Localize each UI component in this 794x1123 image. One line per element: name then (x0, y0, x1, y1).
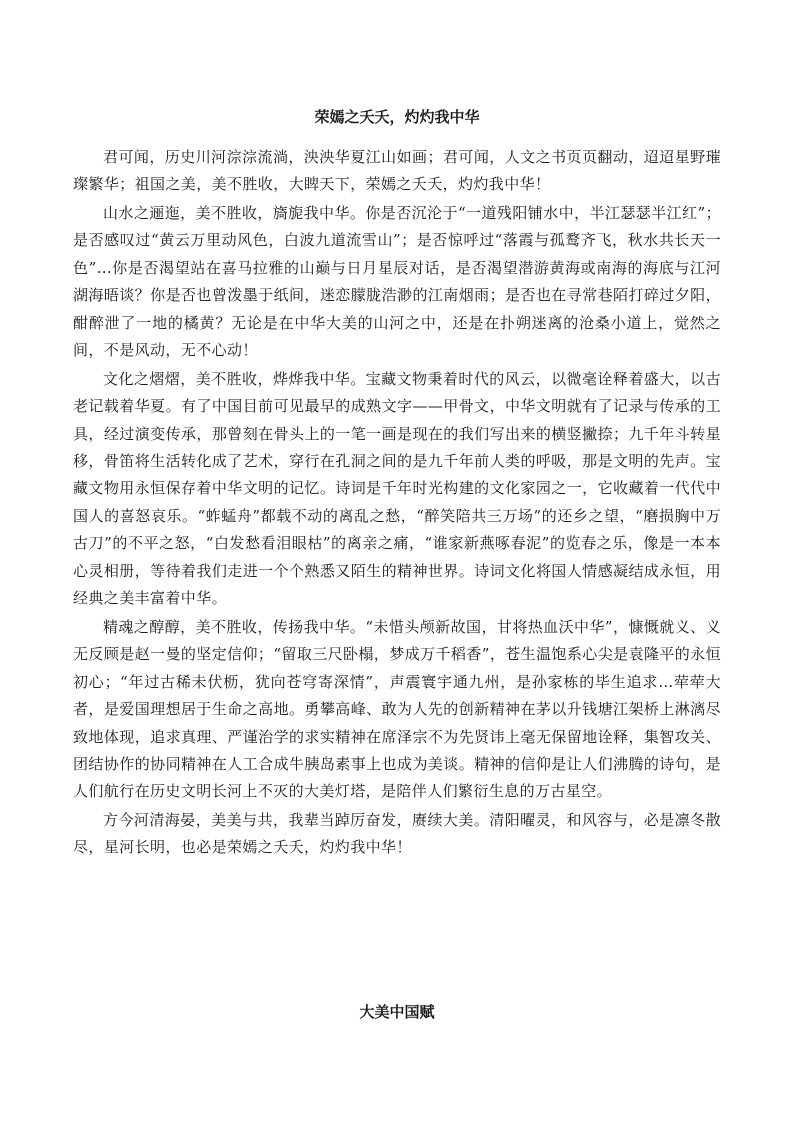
paragraph-intro: 君可闻，历史川河淙淙流淌，泱泱华夏江山如画；君可闻，人文之书页页翻动，迢迢星野璀璨繁华；祖国之美，美不胜收，大睥天下，荣嫣之夭夭，灼灼我中华！ (73, 148, 721, 194)
next-section-title: 大美中国赋 (359, 1003, 435, 1021)
paragraph-conclusion: 方今河清海晏，美美与共，我辈当踔厉奋发，赓续大美。清阳曜灵，和风容与，必是凛冬散尽，星河长明，也必是荣嫣之夭夭，灼灼我中华！ (73, 810, 721, 857)
page-title: 荣嫣之夭夭，灼灼我中华 (314, 108, 480, 126)
article-body (73, 144, 721, 862)
paragraph-culture: 文化之熠熠，美不胜收，烨烨我中华。宝藏文物秉着时代的风云，以微毫诠释着盛大，以古老记载着华夏。有了中国目前可见最早的成熟文字——甲骨文，中华文明就有了记录与传承的工具，经过演变传承，那曾刻在骨头上的一笔一画是现在的我们写出来的横竖撇捺；九千年斗转星移，骨笛将生活转化成了艺术，穿行在孔洞之间的是九千年前人类的呼吸，那是文明的先声。宝藏文物用永恒保存着中华文明的记忆。诗词是千年时光构建的文化家园之一，它收藏着一代代中国人的喜怒哀乐。“蚱蜢舟”都载不动的离乱之愁，“醉笑陪共三万场”的还乡之望，“磨损胸中万古刀”的不平之怒，“白发愁看泪眼枯”的离亲之痛，“谁家新燕啄春泥”的览春之乐，像是一本本心灵相册，等待着我们走进一个个熟悉又陌生的精神世界。诗词文化将国人情感凝结成永恒，用经典之美丰富着中华。 (73, 369, 721, 608)
paragraph-spirit: 精魂之醇醇，美不胜收，传扬我中华。“未惜头颅新故国，甘将热血沃中华”，慷慨就义、义无反顾是赵一曼的坚定信仰；“留取三尺卧榻，梦成万千稻香”，苍生温饱系心尖是袁隆平的永恒初心；“年过古稀未伏枥，犹向苍穹寄深情”，声震寰宇通九州，是孙家栋的毕生追求…荦荦大者，是爱国理想居于生命之高地。勇攀高峰、敢为人先的创新精神在茅以升钱塘江架桥上淋漓尽致地体现，追求真理、严谨治学的求实精神在席泽宗不为先贤讳上毫无保留地诠释，集智攻关、团结协作的协同精神在人工合成牛胰岛素事上也成为美谈。精神的信仰是让人们沸腾的诗句，是人们航行在历史文明长河上不灭的大美灯塔，是陪伴人们繁衍生息的万古星空。 (73, 617, 721, 801)
paragraph-landscape: 山水之逦迤，美不胜收，旖旎我中华。你是否沉沦于“一道残阳铺水中，半江瑟瑟半江红”；是否感叹过“黄云万里动风色，白波九道流雪山”；是否惊呼过“落霞与孤鹜齐飞，秋水共长天一色”…你是否渴望站在喜马拉雅的山巅与日月星辰对话，是否渴望潜游黄海或南海的海底与江河湖海晤谈？你是否也曾泼墨于纸间，迷恋朦胧浩渺的江南烟雨；是否也在寻常巷陌打碎过夕阳，酣醉泄了一地的橘黄？无论是在中华大美的山河之中，还是在扑朔迷离的沧桑小道上，觉然之间，不是风动，无不心动！ (73, 203, 721, 360)
